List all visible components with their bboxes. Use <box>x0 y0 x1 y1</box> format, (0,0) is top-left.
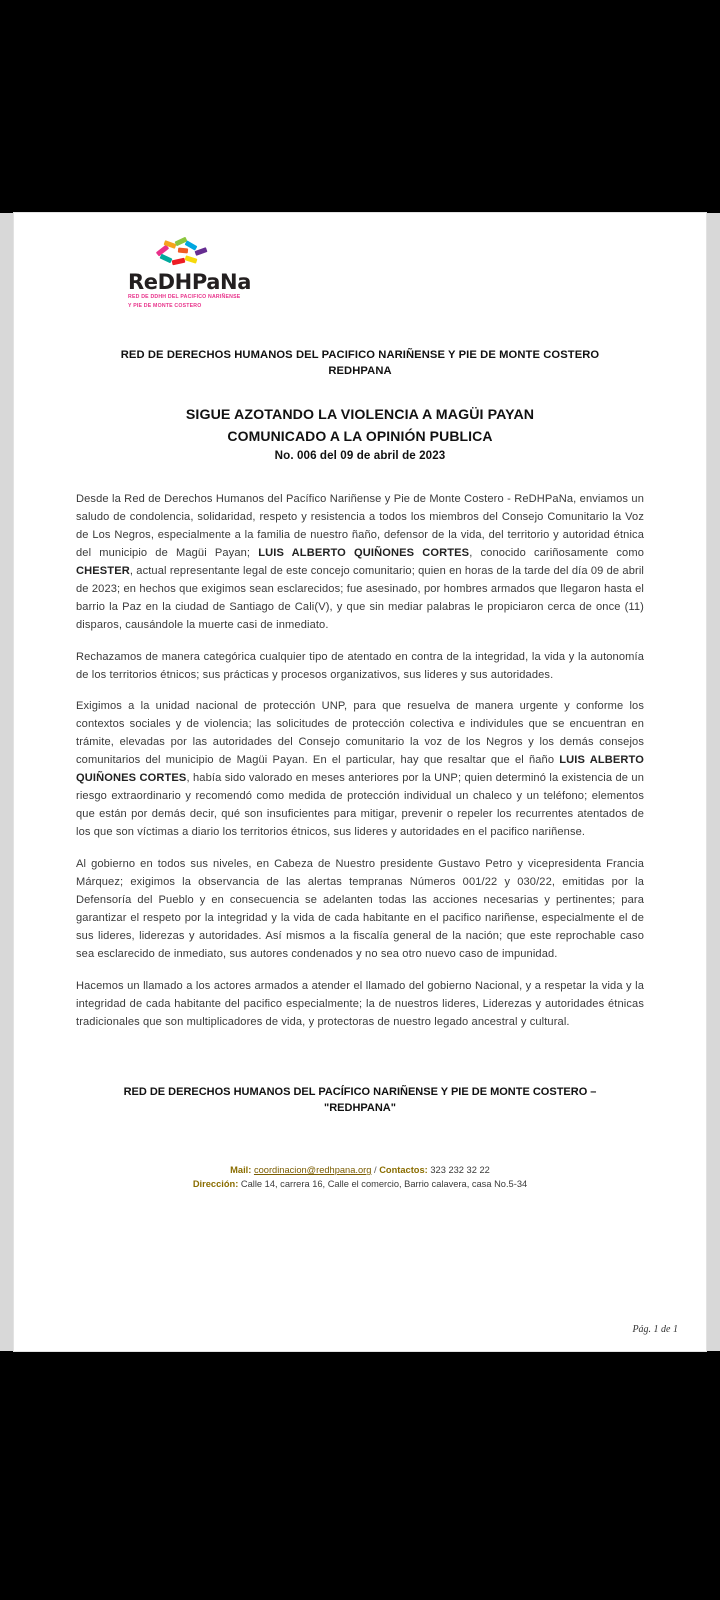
logo-subtitle-line2: Y PIE DE MONTE COSTERO <box>128 302 202 309</box>
contact-block <box>76 1163 644 1192</box>
contacts-value: 323 232 32 22 <box>430 1164 490 1175</box>
contact-line-mail <box>76 1163 644 1177</box>
logo-subtitle-line1: RED DE DDHH DEL PACIFICO NARIÑENSE <box>128 294 241 301</box>
paragraph-2: Rechazamos de manera categórica cualquier tipo de atentado en contra de la integridad, la vida y la autonomía de los territorios étnicos; sus prácticas y procesos organizativos, sus lideres y sus autoridades. <box>76 650 644 681</box>
document-page-shell <box>0 213 720 1351</box>
signature-line1: RED DE DERECHOS HUMANOS DEL PACÍFICO NARIÑENSE Y PIE DE MONTE COSTERO – <box>123 1085 597 1098</box>
paragraph-5: Hacemos un llamado a los actores armados a atender el llamado del gobierno Nacional, y a respetar la vida y la integridad de cada habitante del pacifico especialmente; la de nuestros lideres, Liderezas y autoridades étnicas tradicionales que son multiplicadores de vida, y protectoras de nuestro legado ancestral y cultural. <box>76 980 644 1028</box>
document-title-line1: SIGUE AZOTANDO LA VIOLENCIA A MAGÜI PAYAN <box>185 407 535 424</box>
paragraph-3: Exigimos a la unidad nacional de protección UNP, para que resuelva de manera urgente y conforme los contextos sociales y de violencia; las solicitudes de protección colectiva e individules que se encuentran en trámite, elevadas por las autoridades del Consejo comunitario la voz de los Negros y los demás consejos comunitarios del municipio de Magüi Payan. En el particular, hay que resaltar que el ñaño LUIS ALBERTO QUIÑONES CORTES, había sido valorado en meses anteriores por la UNP; quien determinó la existencia de un riesgo extraordinario y recomendó como medida de protección individual un chaleco y un teléfono; elementos que están por demás decir, qué son insuficientes para mitigar, prevenir o repeler los recurrentes atentados de los que son víctimas a diario los territorios étnicos, sus lideres y autoridades en el pacifico nariñense. <box>76 700 644 839</box>
organization-heading-line1: RED DE DERECHOS HUMANOS DEL PACIFICO NARIÑENSE Y PIE DE MONTE COSTERO <box>120 348 600 361</box>
document-title-line2: COMUNICADO A LA OPINIÓN PUBLICA <box>227 428 493 445</box>
organization-logo <box>128 239 278 311</box>
document-page <box>14 213 706 1351</box>
logo-wordmark: ReDHPaNa <box>128 270 251 294</box>
contact-line-address <box>76 1177 644 1191</box>
mail-link[interactable]: coordinacion@redhpana.org <box>253 1164 372 1175</box>
page-number: Pág. 1 de 1 <box>632 1324 678 1335</box>
signature-line2: "REDHPANA" <box>324 1102 396 1115</box>
contact-separator: / <box>374 1164 377 1175</box>
document-number-line: No. 006 del 09 de abril de 2023 <box>274 449 446 463</box>
mail-label: Mail: <box>230 1164 252 1175</box>
organization-heading-line2: REDHPANA <box>328 364 392 377</box>
paragraph-1: Desde la Red de Derechos Humanos del Pacífico Nariñense y Pie de Monte Costero - ReDHPaNa, enviamos un saludo de condolencia, solidaridad, respeto y resistencia a todos los miembros del Consejo Comunitario la Voz de Los Negros, especialmente a la familia de nuestro ñaño, defensor de la vida, del territorio y autoridad étnica del municipio de Magüi Payan; LUIS ALBERTO QUIÑONES CORTES, conocido cariñosamente como CHESTER, actual representante legal de este concejo comunitario; quien en horas de la tarde del día 09 de abril de 2023; en hechos que exigimos sean esclarecidos; fue asesinado, por hombres armados que llegaron hasta el barrio la Paz en la ciudad de Santiago de Cali(V), y que sin mediar palabras le propiciaron cerca de once (11) disparos, causándole la muerte casi de inmediato. <box>76 492 644 631</box>
organization-heading <box>76 347 644 379</box>
contacts-label: Contactos: <box>379 1164 428 1175</box>
document-title <box>76 405 644 465</box>
redhpana-logo-icon <box>154 239 212 269</box>
document-body <box>76 491 644 1032</box>
address-label: Dirección: <box>192 1179 239 1190</box>
address-value: Calle 14, carrera 16, Calle el comercio, Barrio calavera, casa No.5-34 <box>240 1179 528 1190</box>
paragraph-4: Al gobierno en todos sus niveles, en Cabeza de Nuestro presidente Gustavo Petro y vicepresidenta Francia Márquez; exigimos la observancia de las alertas tempranas Números 001/22 y 030/22, emitidas por la Defensoría del Pueblo y en consecuencia se adelanten todas las acciones necesarias y pertinentes; para garantizar el respeto por la integridad y la vida de cada habitante en el pacifico nariñense, especialmente el de sus lideres, liderezas y autoridades. Así mismos a la fiscalía general de la nación; que este reprochable caso sea esclarecido de inmediato, sus autores condenados y no sea otro nuevo caso de impunidad. <box>76 858 644 961</box>
signature-block <box>76 1084 644 1117</box>
